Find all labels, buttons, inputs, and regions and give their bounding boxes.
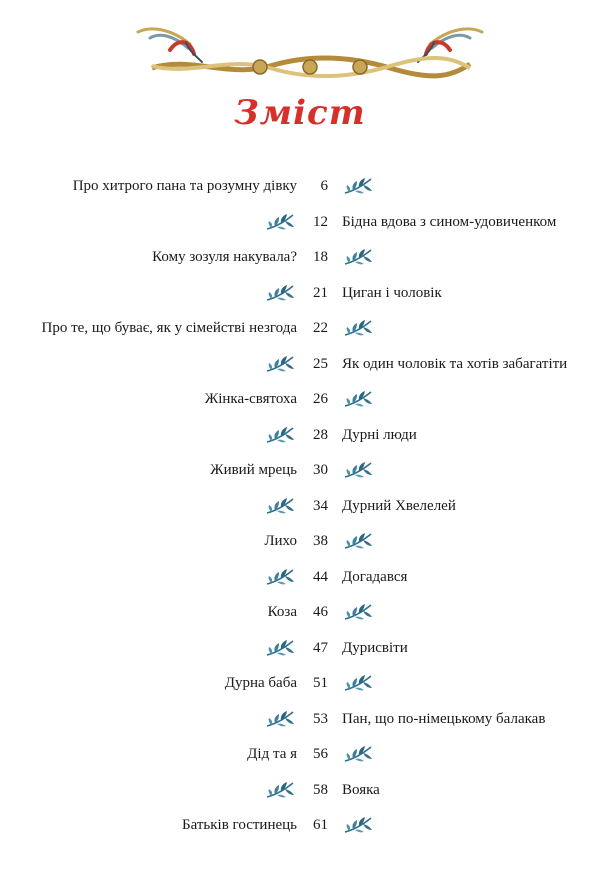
- toc-entry-title: Жінка-святоха: [204, 391, 297, 407]
- floral-sprig-icon: [265, 353, 297, 375]
- toc-entry-title: Про хитрого пана та розумну дівку: [72, 178, 297, 194]
- toc-entry[interactable]: [0, 312, 600, 348]
- floral-sprig-icon: [265, 495, 297, 517]
- toc-entry-page: 44: [313, 568, 328, 585]
- toc-entry-page: 12: [313, 213, 328, 230]
- table-of-contents: [0, 170, 600, 845]
- toc-entry[interactable]: [0, 561, 600, 597]
- toc-entry-page: 28: [313, 426, 328, 443]
- toc-entry[interactable]: [0, 632, 600, 668]
- toc-entry-title: Вояка: [342, 781, 380, 798]
- floral-sprig-icon: [343, 743, 375, 765]
- toc-entry-title: Кому зозуля накувала?: [152, 249, 297, 265]
- toc-entry[interactable]: [0, 419, 600, 455]
- floral-sprig-icon: [343, 175, 375, 197]
- floral-sprig-icon: [265, 282, 297, 304]
- page-title: Зміст: [234, 93, 366, 133]
- floral-sprig-icon: [343, 530, 375, 552]
- toc-entry-title: Пан, що по-німецькому балакав: [342, 710, 546, 727]
- floral-sprig-icon: [343, 388, 375, 410]
- floral-sprig-icon: [265, 424, 297, 446]
- toc-entry[interactable]: [0, 206, 600, 242]
- toc-entry-page: 53: [313, 710, 328, 727]
- toc-entry[interactable]: [0, 490, 600, 526]
- toc-entry[interactable]: [0, 525, 600, 561]
- toc-entry-title: Як один чоловік та хотів забагатіти: [342, 355, 568, 372]
- floral-sprig-icon: [265, 211, 297, 233]
- toc-entry[interactable]: [0, 667, 600, 703]
- toc-entry[interactable]: [0, 774, 600, 810]
- header-ornament: [130, 18, 490, 80]
- toc-entry-title: Догадався: [342, 568, 408, 585]
- floral-sprig-icon: [265, 708, 297, 730]
- toc-entry[interactable]: [0, 241, 600, 277]
- toc-entry-page: 25: [313, 355, 328, 372]
- floral-sprig-icon: [343, 459, 375, 481]
- toc-entry-page: 38: [313, 533, 328, 549]
- toc-entry-page: 51: [313, 675, 328, 691]
- floral-sprig-icon: [343, 317, 375, 339]
- toc-entry[interactable]: [0, 809, 600, 845]
- toc-entry-title: Бідна вдова з сином-удовиченком: [342, 213, 557, 230]
- toc-entry[interactable]: [0, 738, 600, 774]
- floral-sprig-icon: [343, 601, 375, 623]
- toc-entry[interactable]: [0, 348, 600, 384]
- toc-entry-page: 58: [313, 781, 328, 798]
- toc-entry-title: Дурний Хвелелей: [342, 497, 456, 514]
- toc-entry-title: Дурна баба: [224, 675, 297, 691]
- toc-entry-title: Про те, що буває, як у сімействі незгода: [41, 320, 297, 336]
- toc-entry-page: 26: [313, 391, 328, 407]
- toc-entry-page: 21: [313, 284, 328, 301]
- toc-entry-title: Живий мрець: [210, 462, 297, 478]
- toc-entry-page: 6: [320, 178, 328, 194]
- floral-sprig-icon: [343, 672, 375, 694]
- toc-entry-title: Батьків гостинець: [181, 817, 297, 833]
- toc-entry-title: Лихо: [264, 533, 297, 549]
- toc-entry-page: 61: [313, 817, 328, 833]
- toc-entry-title: Дід та я: [247, 746, 297, 762]
- toc-entry[interactable]: [0, 383, 600, 419]
- floral-sprig-icon: [343, 246, 375, 268]
- toc-entry-title: Дурисвіти: [342, 639, 408, 656]
- toc-entry-page: 47: [313, 639, 328, 656]
- toc-entry-page: 46: [313, 604, 328, 620]
- toc-entry[interactable]: [0, 170, 600, 206]
- toc-entry[interactable]: [0, 596, 600, 632]
- toc-entry-page: 18: [313, 249, 328, 265]
- toc-entry-title: Коза: [267, 604, 297, 620]
- floral-sprig-icon: [265, 566, 297, 588]
- floral-sprig-icon: [343, 814, 375, 836]
- toc-entry[interactable]: [0, 454, 600, 490]
- toc-entry-page: 34: [313, 497, 328, 514]
- toc-entry-page: 22: [313, 320, 328, 336]
- rope-ornament-icon: [130, 18, 490, 80]
- toc-entry[interactable]: [0, 277, 600, 313]
- floral-sprig-icon: [265, 779, 297, 801]
- toc-entry-title: Циган і чоловік: [342, 284, 442, 301]
- toc-entry-page: 30: [313, 462, 328, 478]
- toc-entry-title: Дурні люди: [342, 426, 417, 443]
- toc-entry-page: 56: [313, 746, 328, 762]
- floral-sprig-icon: [265, 637, 297, 659]
- toc-entry[interactable]: [0, 703, 600, 739]
